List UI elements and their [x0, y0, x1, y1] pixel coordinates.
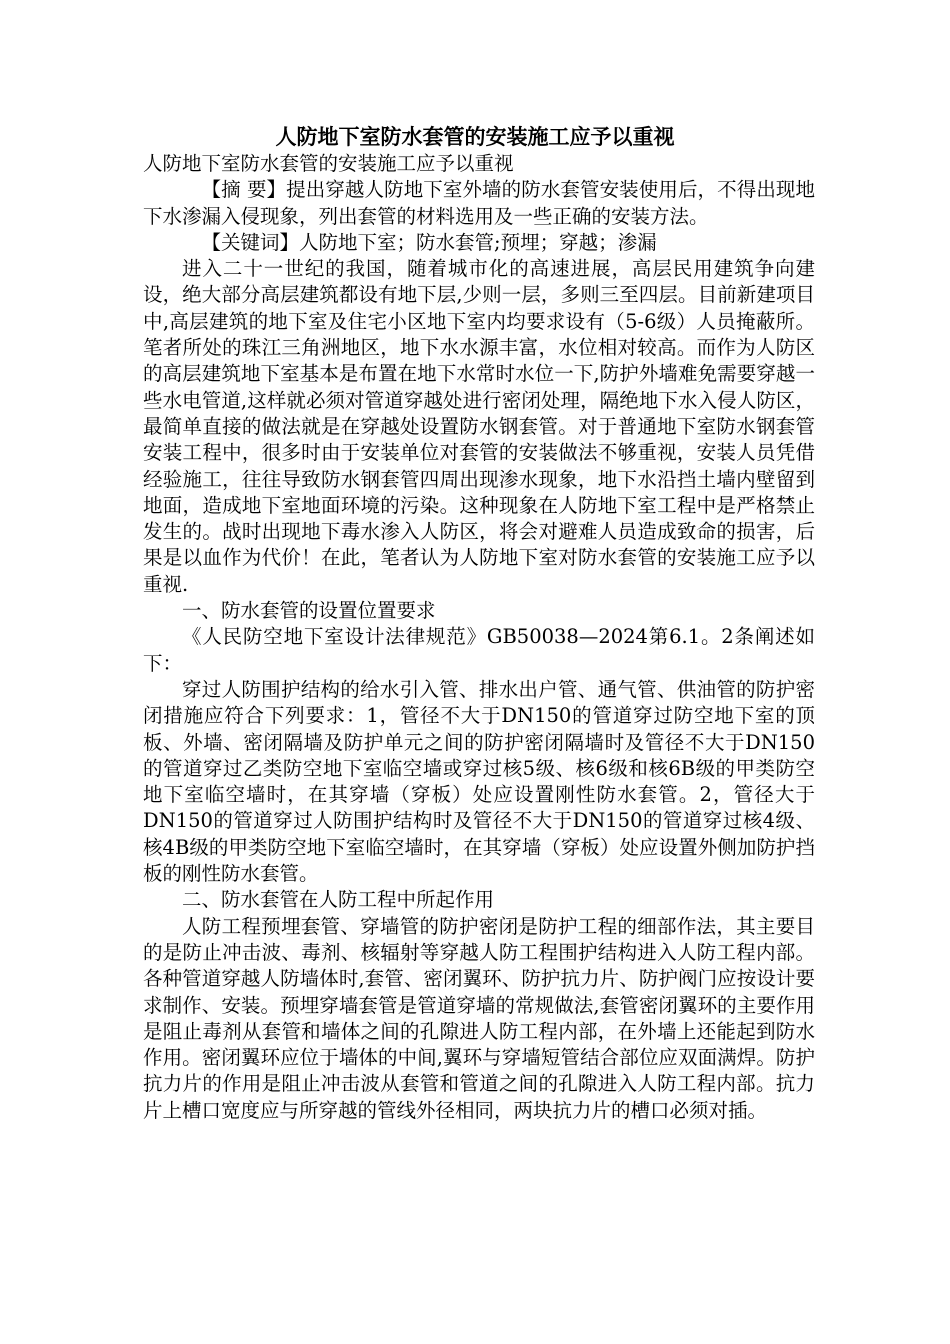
section-heading-1: 一、防水套管的设置位置要求 [182, 599, 436, 623]
regulation-reference-paragraph: 《人民防空地下室设计法律规范》GB50038—2024第6.1。2条阐述如下： [143, 625, 815, 675]
intro-paragraph: 进入二十一世纪的我国，随着城市化的高速进展，高层民用建筑争向建设，绝大部分高层建筑都设有地下层,少则一层，多则三至四层。目前新建项目中,高层建筑的地下室及住宅小区地下室内均要求设有（5-6级）人员掩蔽所。笔者所处的珠江三角洲地区，地下水水源丰富，水位相对较高。而作为人防区的高层建筑地下室基本是布置在地下水常时水位一下,防护外墙难免需要穿越一些水电管道,这样就必须对管道穿越处进行密闭处理，隔绝地下水入侵人防区，最简单直接的做法就是在穿越处设置防水钢套管。对于普通地下室防水钢套管安装工程中，很多时由于安装单位对套管的安装做法不够重视，安装人员凭借经验施工，往往导致防水钢套管四周出现渗水现象，地下水沿挡土墙内壁留到地面，造成地下室地面环境的污染。这种现象在人防地下室工程中是严格禁止发生的。战时出现地下毒水渗入人防区，将会对避难人员造成致命的损害，后果是以血作为代价！在此，笔者认为人防地下室对防水套管的安装施工应予以重视. [143, 257, 815, 596]
keywords-paragraph: 【关键词】人防地下室；防水套管;预埋；穿越；渗漏 [201, 230, 657, 254]
section-heading-2: 二、防水套管在人防工程中所起作用 [182, 888, 495, 912]
abstract-paragraph: 【摘 要】提出穿越人防地下室外墙的防水套管安装使用后，不得出现地下水渗漏入侵现象，列出套管的材料选用及一些正确的安装方法。 [143, 178, 815, 228]
document-title: 人防地下室防水套管的安装施工应予以重视 [275, 124, 675, 149]
document-body [143, 151, 815, 1124]
regulation-content-paragraph: 穿过人防围护结构的给水引入管、排水出户管、通气管、供油管的防护密闭措施应符合下列要求：1，管径不大于DN150的管道穿过防空地下室的顶板、外墙、密闭隔墙及防护单元之间的防护密闭隔墙时及管径不大于DN150的管道穿过乙类防空地下室临空墙或穿过核5级、核6级和核6B级的甲类防空地下室临空墙时，在其穿墙（穿板）处应设置刚性防水套管。2，管径大于DN150的管道穿过人防围护结构时及管径不大于DN150的管道穿过核4级、核4B级的甲类防空地下室临空墙时，在其穿墙（穿板）处应设置外侧加防护挡板的刚性防水套管。 [143, 677, 815, 886]
subtitle-paragraph: 人防地下室防水套管的安装施工应予以重视 [143, 152, 514, 175]
function-paragraph: 人防工程预埋套管、穿墙管的防护密闭是防护工程的细部作法，其主要目的是防止冲击波、毒剂、核辐射等穿越人防工程围护结构进入人防工程内部。各种管道穿越人防墙体时,套管、密闭翼环、防护抗力片、防护阀门应按设计要求制作、安装。预埋穿墙套管是管道穿墙的常规做法,套管密闭翼环的主要作用是阻止毒剂从套管和墙体之间的孔隙进人防工程内部，在外墙上还能起到防水作用。密闭翼环应位于墙体的中间,翼环与穿墙短管结合部位应双面满焊。防护抗力片的作用是阻止冲击波从套管和管道之间的孔隙进入人防工程内部。抗力片上槽口宽度应与所穿越的管线外径相同，两块抗力片的槽口必须对插。 [143, 914, 815, 1122]
